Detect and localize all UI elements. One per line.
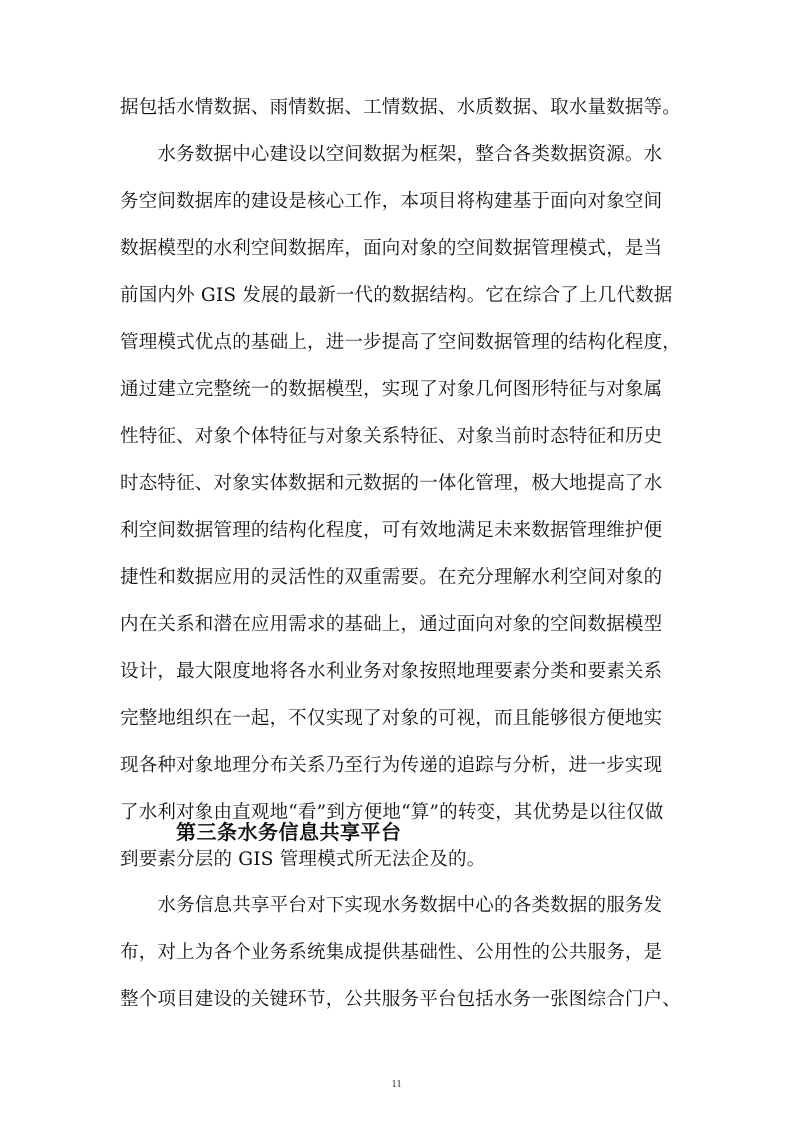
text-line: 了水利对象由直观地“看”到方便地“算”的转变，其优势是以往仅做	[120, 802, 664, 823]
text-line: 务空间数据库的建设是核心工作，本项目将构建基于面向对象空间	[120, 191, 663, 212]
text-line: 布，对上为各个业务系统集成提供基础性、公用性的公共服务，是	[120, 942, 663, 963]
page-number: 11	[391, 1078, 402, 1090]
text-line: 到要素分层的 GIS 管理模式所无法企及的。	[120, 849, 486, 870]
text-line: 设计，最大限度地将各水利业务对象按照地理要素分类和要素关系	[120, 661, 663, 682]
text-line: 管理模式优点的基础上，进一步提高了空间数据管理的结构化程度，	[120, 332, 682, 353]
text-line: 水务信息共享平台对下实现水务数据中心的各类数据的服务发	[120, 895, 663, 916]
text-line: 捷性和数据应用的灵活性的双重需要。在充分理解水利空间对象的	[120, 567, 663, 588]
text-line: 通过建立完整统一的数据模型，实现了对象几何图形特征与对象属	[120, 379, 663, 400]
paragraph-spatial-database	[120, 131, 680, 883]
text-line: 前国内外 GIS 发展的最新一代的数据结构。它在综合了上几代数据	[120, 285, 673, 306]
text-line: 完整地组织在一起，不仅实现了对象的可视，而且能够很方便地实	[120, 708, 663, 729]
text-line: 据包括水情数据、雨情数据、工情数据、水质数据、取水量数据等。	[120, 97, 682, 118]
text-line: 利空间数据管理的结构化程度，可有效地满足未来数据管理维护便	[120, 520, 663, 541]
section-heading: 第三条水务信息共享平台	[176, 820, 402, 844]
text-line: 数据模型的水利空间数据库，面向对象的空间数据管理模式，是当	[120, 238, 663, 259]
text-line: 内在关系和潜在应用需求的基础上，通过面向对象的空间数据模型	[120, 614, 663, 635]
text-line: 水务数据中心建设以空间数据为框架，整合各类数据资源。水	[120, 144, 663, 165]
text-line: 时态特征、对象实体数据和元数据的一体化管理，极大地提高了水	[120, 473, 663, 494]
text-line: 性特征、对象个体特征与对象关系特征、对象当前时态特征和历史	[120, 426, 663, 447]
text-line: 现各种对象地理分布关系乃至行为传递的追踪与分析，进一步实现	[120, 755, 663, 776]
paragraph-sharing-platform	[120, 882, 680, 1023]
text-line: 整个项目建设的关键环节，公共服务平台包括水务一张图综合门户、	[120, 989, 682, 1010]
paragraph-data-types	[120, 84, 680, 131]
